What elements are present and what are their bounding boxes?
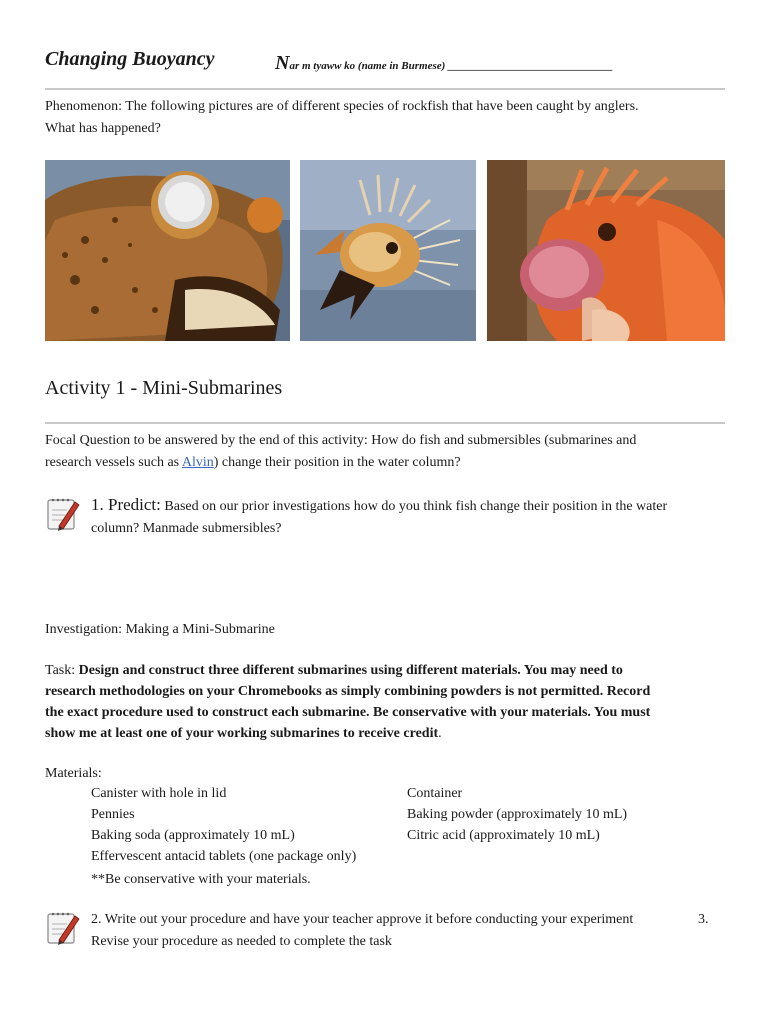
predict-line-1 — [91, 494, 731, 518]
rockfish-photo-1 — [45, 160, 290, 341]
focal-line-2 — [45, 452, 735, 474]
predict-question — [91, 494, 731, 540]
rockfish-photo-2 — [300, 160, 476, 341]
alvin-link[interactable]: Alvin — [181, 455, 214, 470]
predict-label: 1. Predict: — [91, 495, 161, 514]
name-field-line — [275, 52, 613, 75]
notepad-pencil-icon — [45, 910, 81, 946]
task-line-3 — [45, 702, 735, 723]
material-item: Pennies — [91, 807, 135, 822]
activity-heading: Activity 1 - Mini-Submarines — [45, 377, 283, 399]
rockfish-photo-3 — [487, 160, 725, 341]
task-line-4 — [45, 723, 735, 744]
material-item: Effervescent antacid tablets (one package only) — [91, 849, 357, 864]
page-title: Changing Buoyancy — [45, 48, 215, 70]
materials-note: **Be conservative with your materials. — [91, 872, 311, 887]
focal-line-2-pre: research vessels such as — [45, 455, 182, 470]
material-item: Container — [407, 786, 463, 801]
focal-question — [45, 430, 735, 474]
phenomenon-line-1: Phenomenon: The following pictures are of different species of rockfish that have been caught by anglers. — [45, 99, 639, 114]
materials-heading: Materials: — [45, 766, 102, 781]
material-item: Citric acid (approximately 10 mL) — [407, 828, 600, 843]
notepad-pencil-icon — [45, 496, 81, 532]
task-text — [45, 660, 735, 744]
name-cap: N — [275, 52, 290, 74]
materials-left-list — [91, 783, 401, 867]
materials-right-list — [407, 783, 727, 846]
task-label: Task: — [45, 663, 79, 678]
name-label: ar m tyaww ko (name in Burmese) ______________________________ — [289, 60, 614, 72]
phenomenon-text — [45, 96, 735, 140]
step-2-line-1: 2. Write out your procedure and have your teacher approve it before conducting your experiment — [91, 912, 634, 927]
investigation-title: Investigation: Making a Mini-Submarine — [45, 622, 275, 637]
step-3-line: Revise your procedure as needed to complete the task — [91, 934, 392, 949]
task-line-1 — [45, 660, 735, 681]
step-3-number: 3. — [698, 912, 709, 927]
material-item: Baking soda (approximately 10 mL) — [91, 828, 295, 843]
task-line-2-text: research methodologies on your Chromebooks as simply combining powders is not permitted. Record — [45, 684, 651, 699]
material-item: Canister with hole in lid — [91, 786, 227, 801]
activity-divider — [45, 422, 725, 424]
predict-line-1-text: Based on our prior investigations how do you think fish change their position in the water — [160, 499, 668, 514]
predict-line-2: column? Manmade submersibles? — [91, 521, 282, 536]
task-line-2 — [45, 681, 735, 702]
task-line-4-text: show me at least one of your working submarines to receive credit — [45, 726, 439, 741]
task-line-1-text: Design and construct three different submarines using different materials. You may need to — [78, 663, 623, 678]
header-divider — [45, 88, 725, 90]
focal-line-1: Focal Question to be answered by the end of this activity: How do fish and submersibles (submarines and — [45, 433, 637, 448]
task-line-4-end: . — [438, 726, 442, 741]
task-line-3-text: the exact procedure used to construct each submarine. Be conservative with your materials. You must — [45, 705, 651, 720]
focal-line-2-post: ) change their position in the water column? — [213, 455, 461, 470]
material-item: Baking powder (approximately 10 mL) — [407, 807, 628, 822]
phenomenon-line-2: What has happened? — [45, 121, 161, 136]
step-2-text — [91, 909, 691, 953]
